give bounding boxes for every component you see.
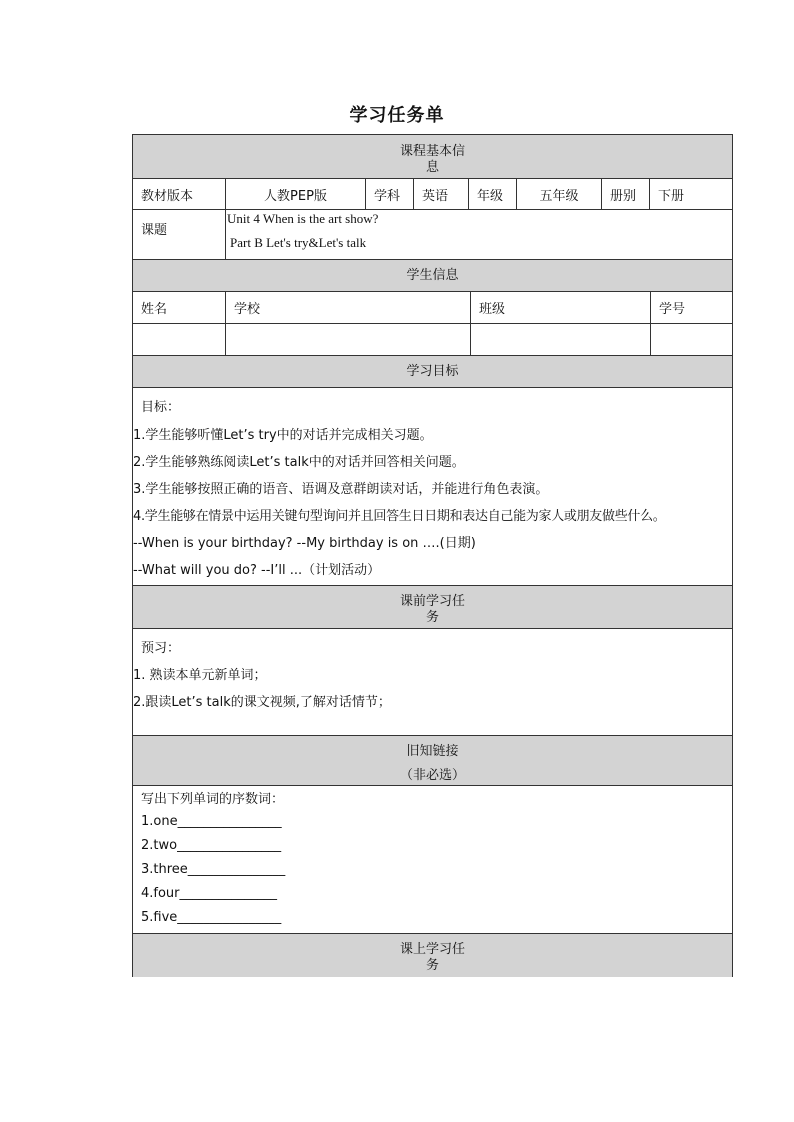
course-info-header-line2: 息 [425, 160, 439, 175]
review-header-line2: （非必选） [399, 768, 465, 783]
dialog-line-1: --When is your birthday? --My birthday is on ….(日期) [133, 536, 476, 551]
goals-header: 学习目标 [133, 356, 733, 388]
goal-item: 4.学生能够在情景中运用关键句型询问并且回答生日日期和表达自己能为家人或朋友做些什么。 [133, 509, 666, 524]
pre-class-header-line2: 务 [425, 610, 439, 625]
grade-label: 年级 [469, 179, 517, 210]
school-label: 学校 [226, 292, 471, 324]
goals-body [133, 388, 733, 586]
student-info-header: 学生信息 [133, 260, 733, 292]
pre-item: 1. 熟读本单元新单词； [133, 668, 267, 683]
school-field[interactable] [226, 324, 471, 356]
student-number-field[interactable] [651, 324, 733, 356]
course-info-header-line1: 课程基本信 [399, 144, 465, 159]
topic-line2: Part B Let's try&Let's talk [230, 235, 367, 250]
name-field[interactable] [133, 324, 226, 356]
textbook-label: 教材版本 [133, 179, 226, 210]
pre-heading: 预习： [141, 641, 181, 656]
textbook-value: 人教PEP版 [226, 179, 366, 210]
review-item[interactable]: 3.three_______________ [141, 862, 286, 877]
grade-value: 五年级 [517, 179, 602, 210]
volume-label: 册别 [602, 179, 650, 210]
pre-class-header-line1: 课前学习任 [399, 594, 465, 609]
review-item[interactable]: 1.one________________ [141, 814, 282, 829]
review-item[interactable]: 4.four_______________ [141, 886, 278, 901]
course-info-header [133, 135, 733, 179]
goal-item: 3.学生能够按照正确的语音、语调及意群朗读对话，并能进行角色表演。 [133, 482, 549, 497]
class-label: 班级 [471, 292, 651, 324]
pre-class-body [133, 629, 733, 736]
review-item[interactable]: 5.five________________ [141, 910, 282, 925]
name-label: 姓名 [133, 292, 226, 324]
task-table [132, 134, 733, 977]
review-heading: 写出下列单词的序数词： [141, 792, 285, 807]
page-title: 学习任务单 [349, 105, 445, 126]
in-class-header [133, 934, 733, 977]
review-header [133, 736, 733, 786]
in-class-header-line1: 课上学习任 [399, 942, 465, 957]
in-class-header-line2: 务 [425, 958, 439, 973]
topic-value [226, 210, 733, 260]
review-header-line1: 旧知链接 [406, 744, 459, 759]
class-field[interactable] [471, 324, 651, 356]
subject-label: 学科 [366, 179, 414, 210]
pre-item: 2.跟读Let’s talk的课文视频,了解对话情节； [133, 695, 391, 710]
goals-heading: 目标： [141, 400, 181, 415]
student-number-label: 学号 [651, 292, 733, 324]
dialog-line-2: --What will you do? --I’ll ...（计划活动） [133, 563, 381, 578]
review-body [133, 786, 733, 934]
topic-label: 课题 [133, 210, 226, 260]
goal-item: 1.学生能够听懂Let’s try中的对话并完成相关习题。 [133, 428, 433, 443]
pre-class-header [133, 586, 733, 629]
review-item[interactable]: 2.two________________ [141, 838, 282, 853]
goal-item: 2.学生能够熟练阅读Let’s talk中的对话并回答相关问题。 [133, 455, 465, 470]
volume-value: 下册 [650, 179, 733, 210]
topic-line1: Unit 4 When is the art show? [227, 211, 379, 226]
subject-value: 英语 [414, 179, 469, 210]
